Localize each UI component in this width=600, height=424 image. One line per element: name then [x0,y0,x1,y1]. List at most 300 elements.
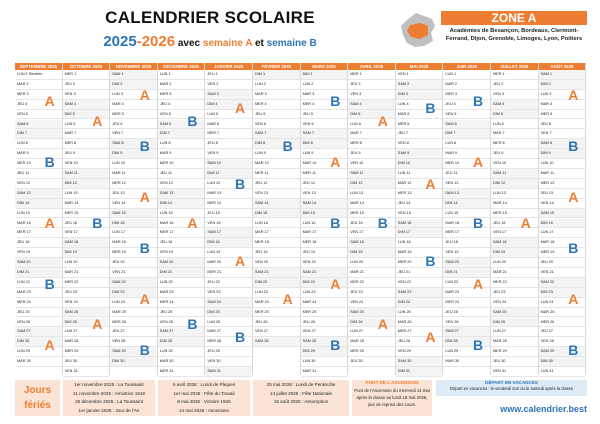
month-header: OCTOBRE 2025 [63,63,110,70]
day-list [253,70,300,375]
day-label: VEN 27 [255,329,269,334]
day-label: MER 27 [397,329,412,334]
day-label: DIM 1 [302,72,313,76]
day-label: MER 3 [17,91,29,96]
day-row [443,70,490,80]
month-column [110,63,158,375]
day-label: MER 13 [397,190,412,195]
day-row [539,327,586,337]
day-row [396,80,443,90]
day-label: LUN 20 [64,260,78,265]
day-label: DIM 12 [64,180,77,185]
day-row [205,357,252,367]
jours-feries-label: Jours fériés [15,380,60,416]
week-b-label: B [568,341,579,358]
month-column [491,63,539,375]
day-label: DIM 25 [207,309,220,314]
day-label: MAR 23 [159,289,174,294]
day-row [491,367,538,377]
day-row [443,129,490,139]
day-row [491,298,538,308]
day-label: VEN 24 [64,299,78,304]
day-row [301,120,348,130]
day-row [63,228,110,238]
day-row [491,268,538,278]
day-row [491,110,538,120]
week-a-label: A [568,290,579,307]
website-link[interactable]: www.calendrier.best [500,404,587,414]
day-row [253,268,300,278]
day-label: MAR 21 [64,270,79,274]
day-row [110,258,157,268]
day-label: MAR 3 [255,91,267,96]
day-label: VEN 10 [350,161,364,166]
day-row [253,189,300,199]
day-label: JEU 4 [159,101,171,106]
day-row [253,278,300,288]
day-label: SAM 1 [112,72,124,76]
day-label: MAR 23 [17,289,31,294]
day-row [253,337,300,347]
day-row [205,298,252,308]
day-label: MER 25 [255,309,269,314]
day-label: MER 8 [350,141,362,146]
day-row [491,179,538,189]
day-label: MER 17 [159,230,174,235]
day-row [110,228,157,238]
day-row [396,357,443,367]
day-row [539,318,586,328]
day-label: JEU 22 [207,279,220,284]
day-label: JEU 16 [493,220,506,225]
day-label: MER 26 [112,319,126,324]
day-row [15,120,62,130]
day-label: MAR 9 [445,151,457,156]
day-row [253,238,300,248]
month-header: MARS 2026 [301,63,348,70]
day-row [396,149,443,159]
day-row [301,169,348,179]
day-label: JEU 20 [112,260,125,265]
day-row [158,298,205,308]
day-label: MER 4 [302,101,315,106]
day-label: MER 19 [540,250,555,255]
day-row [158,169,205,179]
day-label: MER 29 [350,349,364,354]
day-label: SAM 11 [64,171,78,175]
day-row [491,159,538,169]
day-label: VEN 12 [17,180,31,185]
day-row [63,238,110,248]
day-label: DIM 19 [350,250,363,255]
day-label: SAM 27 [445,329,459,334]
day-row [539,228,586,238]
day-row [253,159,300,169]
semaine-a-label: semaine A [202,38,253,49]
week-b-label: B [44,153,55,170]
day-row [491,337,538,347]
day-row [158,337,205,347]
day-label: VEN 6 [255,121,266,126]
day-row [15,80,62,90]
day-row [301,228,348,238]
day-label: SAM 6 [17,121,29,126]
day-row [443,110,490,120]
day-label: VEN 20 [255,260,269,265]
day-label: SAM 1 [540,72,552,76]
day-label: MAR 25 [112,309,126,314]
month-header: AVRIL 2026 [348,63,395,70]
day-row [158,357,205,367]
day-label: SAM 13 [159,190,174,195]
day-row [348,268,395,278]
day-row [253,209,300,219]
day-label: MAR 4 [112,101,124,106]
day-row [491,357,538,367]
day-label: MER 11 [302,171,317,175]
day-label: SAM 20 [17,260,31,265]
day-label: SAM 21 [302,270,317,274]
day-label: SAM 18 [64,240,79,245]
day-row [253,219,300,229]
day-row [158,159,205,169]
day-label: SAM 27 [159,329,174,334]
day-label: LUN 29 [159,349,173,354]
day-label: JEU 30 [64,359,78,364]
day-label: MAR 10 [255,161,269,166]
day-label: MER 4 [255,101,267,106]
day-label: LUN 31 [540,369,554,373]
week-b-label: B [44,275,55,292]
day-label: DIM 23 [112,289,125,294]
day-label: MER 1 [350,72,362,76]
day-label: DIM 12 [493,180,506,185]
day-label: MER 28 [207,339,222,344]
day-row [491,169,538,179]
day-row [15,139,62,149]
day-row [15,169,62,179]
day-label: MAR 28 [350,339,364,344]
day-label: SAM 4 [64,101,76,106]
day-label: DIM 8 [255,141,266,146]
day-label: MER 21 [207,270,222,274]
day-row [301,258,348,268]
day-row [253,327,300,337]
week-a-label: A [92,112,103,129]
day-label: JEU 12 [302,180,316,185]
day-row [539,278,586,288]
day-row [301,139,348,149]
day-row [253,258,300,268]
day-row [396,139,443,149]
day-list [110,70,157,375]
day-row [301,110,348,120]
day-row [443,248,490,258]
day-label: MER 1 [493,72,505,76]
day-label: VEN 24 [493,299,507,304]
day-label: VEN 24 [350,299,364,304]
day-label: DIM 30 [540,359,553,364]
day-label: MAR 21 [350,270,364,274]
day-label: DIM 5 [350,111,361,116]
day-label: MAR 23 [445,289,460,294]
day-row [443,327,490,337]
day-label: SAM 31 [207,369,221,373]
day-row [158,268,205,278]
day-row [63,258,110,268]
day-row [348,100,395,110]
day-label: MAR 10 [302,161,317,166]
day-label: MAR 24 [255,299,269,304]
day-label: LUN 19 [207,250,221,255]
day-row [443,139,490,149]
day-row [301,318,348,328]
day-row [205,238,252,248]
day-label: DIM 16 [540,220,553,225]
day-label: JEU 25 [159,309,173,314]
day-row [253,80,300,90]
day-row [301,238,348,248]
day-label: LUN 26 [207,319,221,324]
day-row [396,347,443,357]
day-label: JEU 6 [112,121,123,126]
day-row [348,169,395,179]
day-label: MER 25 [302,309,317,314]
day-row [396,219,443,229]
day-row [158,248,205,258]
day-row [348,278,395,288]
holiday-line: 1er janvier 2026 : Jour de l'An [78,407,140,413]
day-label: DIM 5 [64,111,75,116]
day-label: SAM 8 [540,141,552,146]
day-row [15,189,62,199]
day-label: LUN 27 [350,329,364,334]
subtitle-et: et [252,38,267,49]
day-row [15,357,62,367]
day-label: JEU 4 [445,101,456,106]
day-row [348,337,395,347]
day-label: SAM 29 [540,349,555,354]
month-column [63,63,111,375]
day-row [443,258,490,268]
week-b-label: B [330,214,341,231]
week-a-label: A [425,176,436,193]
day-label: JEU 23 [64,289,78,294]
day-row [396,228,443,238]
day-row [396,278,443,288]
day-label: VEN 16 [207,220,221,225]
day-row [491,189,538,199]
day-label: JEU 18 [159,240,173,245]
day-label: VEN 7 [112,131,124,136]
day-label: LUN 25 [397,309,411,314]
day-label: VEN 14 [112,200,126,205]
day-row [348,149,395,159]
day-row [205,347,252,357]
day-label: MER 15 [350,210,364,215]
day-label: MAR 7 [350,131,362,136]
day-label: DIM 7 [159,131,170,136]
day-row [301,327,348,337]
month-column [396,63,444,375]
day-row [205,199,252,209]
week-a-label: A [377,316,388,333]
day-label: JEU 6 [540,121,551,126]
day-label: MER 8 [493,141,505,146]
day-row [348,347,395,357]
day-row [253,318,300,328]
day-label: LUN 9 [255,151,266,156]
day-row [396,288,443,298]
holiday-line: 25 mai 2026 : Lundi de Pentecôte [266,382,336,387]
week-a-label: A [520,214,531,231]
day-row [158,278,205,288]
day-row [205,278,252,288]
day-label: LUN 13 [64,190,78,195]
day-label: MAR 3 [302,91,315,96]
day-row [301,129,348,139]
week-a-label: A [234,252,246,269]
day-label: MAR 28 [64,339,79,344]
day-row [491,308,538,318]
day-row [491,129,538,139]
day-row [15,258,62,268]
day-label: MAR 16 [445,220,460,225]
day-label: DIM 2 [112,81,123,86]
day-label: SAM 2 [397,81,410,86]
day-row [348,179,395,189]
day-label: JEU 7 [397,131,409,136]
day-label: JEU 11 [445,171,458,175]
day-label: MER 18 [302,240,317,245]
day-label: VEN 12 [445,180,459,185]
day-label: VEN 15 [397,210,411,215]
day-label: MER 24 [17,299,31,304]
day-row [301,357,348,367]
day-label: MER 3 [159,91,172,96]
day-label: SAM 29 [112,349,126,354]
day-label: MAR 2 [159,81,172,86]
day-label: LUN 24 [540,299,554,304]
day-label: VEN 28 [540,339,554,344]
week-a-label: A [568,87,579,104]
day-label: LUN 15 [445,210,459,215]
month-header: NOVEMBRE 2025 [110,63,157,70]
day-label: MER 14 [207,200,222,205]
day-label: JEU 5 [302,111,313,116]
day-row [110,209,157,219]
day-row [396,199,443,209]
day-label: MER 19 [112,250,126,255]
day-row [63,298,110,308]
day-label: MAR 14 [493,200,507,205]
day-label: LUN 2 [255,81,266,86]
week-a-label: A [472,153,484,170]
day-label: MER 10 [17,161,31,166]
day-row [491,90,538,100]
day-label: SAM 16 [397,220,412,225]
week-a-label: A [44,336,55,353]
day-label: DIM 26 [350,319,363,324]
day-label: DIM 29 [302,349,315,354]
day-label: VEN 30 [207,359,221,364]
day-label: MAR 5 [397,111,410,116]
day-label: SAM 4 [350,101,362,106]
holidays-col-1 [63,380,155,416]
day-row [63,278,110,288]
day-label: VEN 20 [302,260,316,265]
day-row [348,139,395,149]
day-label: LUN 15 [17,210,30,215]
holiday-line: 15 août 2026 : Assomption [273,399,329,404]
day-label: DIM 14 [159,200,173,205]
day-label: MER 18 [255,240,269,245]
day-label: MAR 6 [207,121,219,126]
day-label: LUN 20 [350,260,364,265]
day-label: MER 22 [493,279,507,284]
day-row [158,288,205,298]
day-row [110,120,157,130]
day-row [158,258,205,268]
day-label: SAM 11 [493,171,507,175]
ascension-text: Pont de l'Ascension du mercredi 14 mai après la classe au lundi 18 mai 2026, jour de reprise des cours. [352,386,432,416]
day-label: JEU 2 [64,81,75,86]
holiday-line: 6 avril 2026 : Lundi de Pâques [172,382,236,387]
week-a-label: A [92,316,103,333]
day-label: MER 15 [493,210,507,215]
day-label: VEN 5 [17,111,28,116]
holiday-line: 1er novembre 2025 : La Toussaint [74,382,144,387]
day-row [158,238,205,248]
day-row [110,110,157,120]
day-label: LUN 8 [445,141,457,146]
day-label: MER 17 [17,230,31,235]
week-a-label: A [377,112,388,129]
day-label: DIM 18 [207,240,220,245]
day-label: DIM 1 [255,72,266,76]
day-row [110,268,157,278]
day-row [539,308,586,318]
day-row [491,248,538,258]
day-row [539,219,586,229]
day-row [348,90,395,100]
day-label: SAM 8 [112,141,124,146]
day-row [491,120,538,130]
day-label: MER 1 [64,72,77,76]
day-label: MAR 12 [397,180,412,185]
day-row [158,179,205,189]
day-label: MAR 27 [207,329,222,334]
day-row [443,120,490,130]
day-label: MER 29 [493,349,507,354]
day-label: SAM 23 [397,289,412,294]
day-label: MER 5 [540,111,553,116]
day-label: DIM 28 [159,339,173,344]
day-row [396,268,443,278]
day-label: DIM 9 [112,151,123,156]
day-label: LUN 22 [445,279,459,284]
day-label: VEN 17 [350,230,364,235]
zone-description: Académies de Besançon, Bordeaux, Clermont-Ferrand, Dijon, Grenoble, Limoges, Lyon, Poitiers [445,28,583,42]
day-label: DIM 10 [397,161,411,166]
day-row [63,199,110,209]
month-column [15,63,63,375]
day-label: JEU 11 [17,171,30,175]
day-row [63,100,110,110]
day-label: JEU 11 [159,171,172,175]
day-label: LUN 10 [112,161,126,166]
year-sep: - [136,33,142,50]
